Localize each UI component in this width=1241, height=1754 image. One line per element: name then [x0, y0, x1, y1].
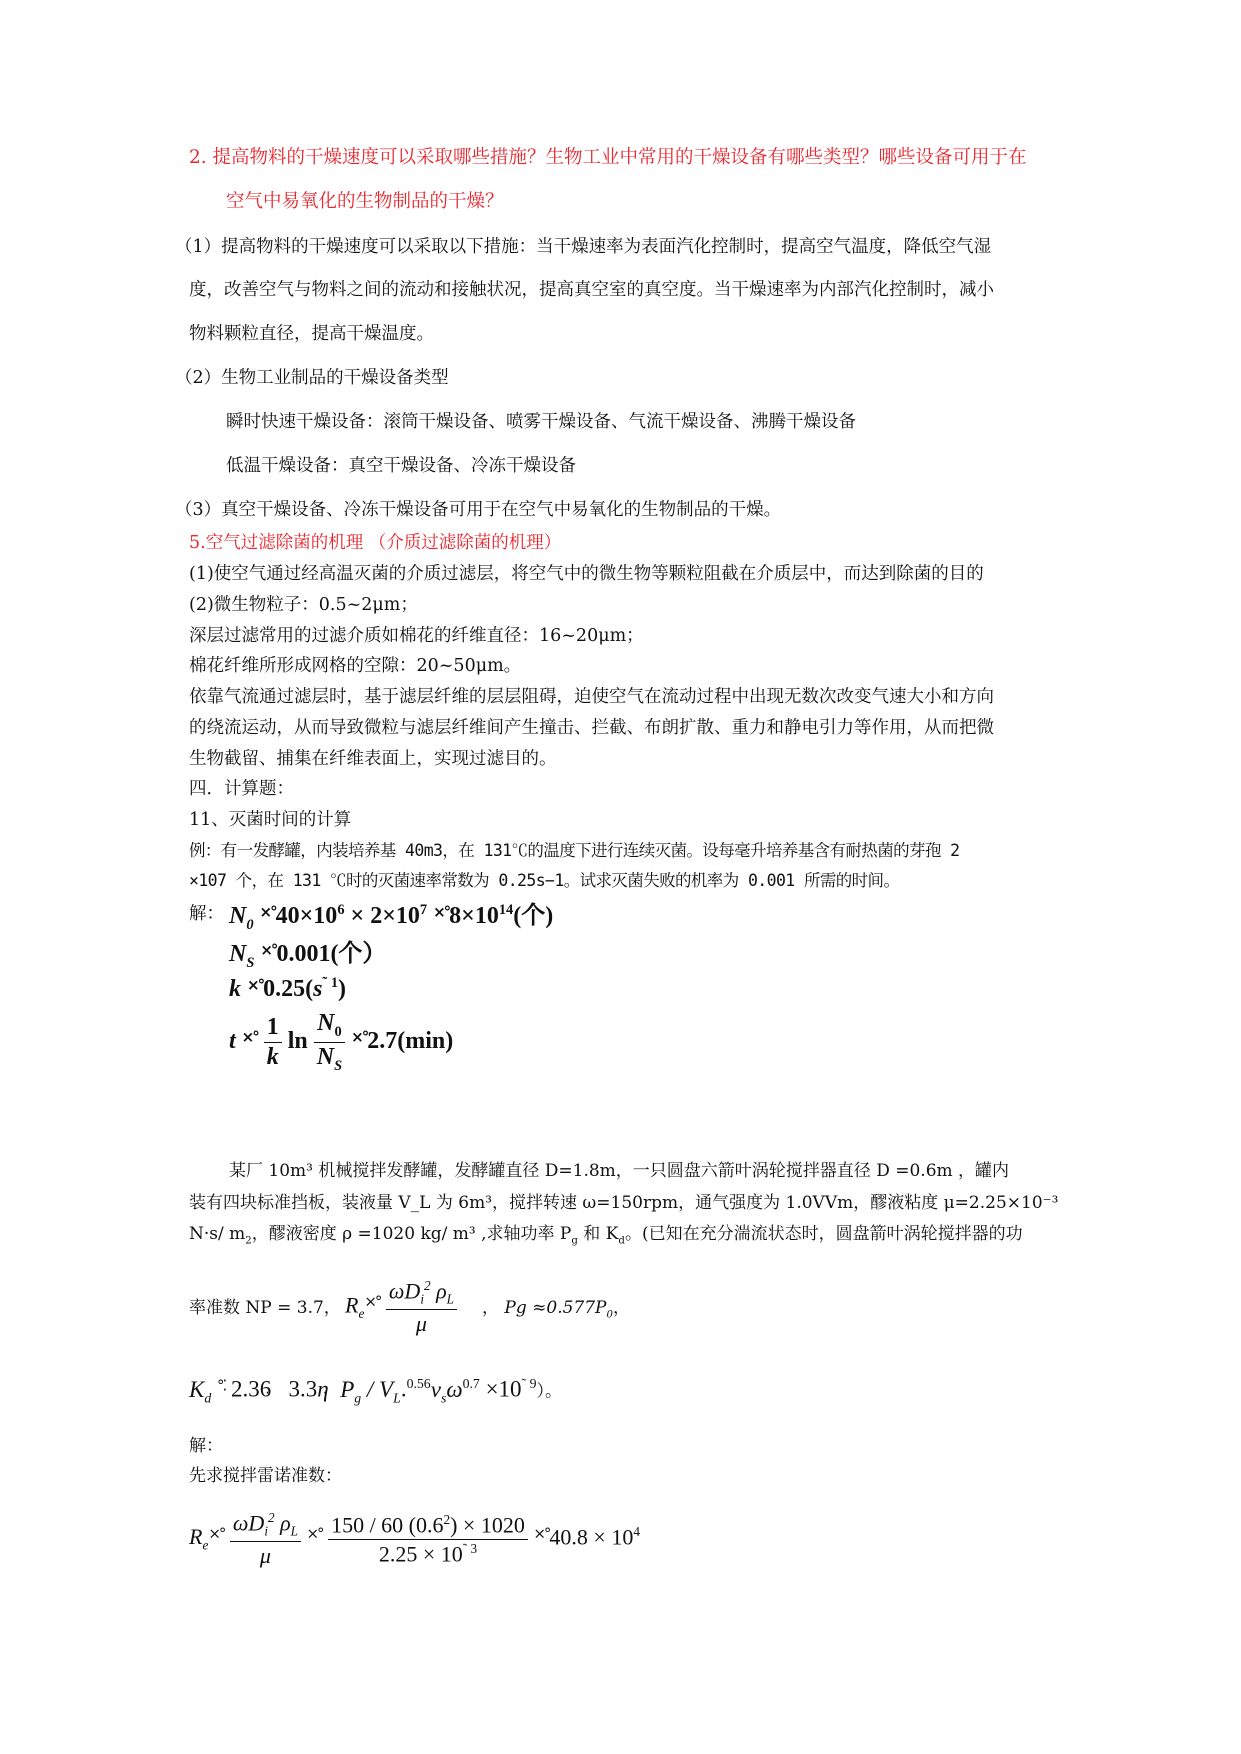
- equation-ns: $N_S$ ×°0.001(个）: [229, 941, 387, 971]
- question-5-line-1: (1)使空气通过经高温灭菌的介质过滤层，将空气中的微生物等颗粒阻截在介质层中，而达到除菌的目的: [189, 564, 984, 584]
- reynolds-calculation: $R_e^{\times^\circ}$ $\frac{\omega D_i^2 \rho_L}{\mu}$ ×° $\frac{150 / 60 (0.6^2) \times 1020}{2.25 \times 10^˜ ^3}$ $^{\times^\circ}40.8 \times 10^4$: [189, 1510, 640, 1568]
- question-5-line-4: 棉花纤维所形成网格的空隙：20~50μm。: [189, 656, 522, 676]
- equation-n0: $N_0$ $^{\times^\circ}40\times 10^6 \times 2\times 10^7$ $^{\times^\circ}8\times 10^{14}$(个): [229, 902, 554, 933]
- answer-2-p2: （2）生物工业制品的干燥设备类型: [175, 368, 449, 388]
- equation-t: t ×° $\frac{1}{k}$ ln $\frac{N_0}{N_S}$ ×°2.7(min): [229, 1010, 454, 1074]
- answer-2-p2-fast: 瞬时快速干燥设备：滚筒干燥设备、喷雾干燥设备、气流干燥设备、沸腾干燥设备: [226, 412, 856, 432]
- problem-first-step: 先求搅拌雷诺准数：: [189, 1466, 342, 1486]
- equation-k: k ×°0.25(s˜ $^1$): [229, 975, 347, 1002]
- answer-2-p3: （3）真空干燥设备、冷冻干燥设备可用于在空气中易氧化的生物制品的干燥。: [175, 500, 782, 520]
- problem-line-1: 某厂 10m³ 机械搅拌发酵罐，发酵罐直径 D=1.8m，一只圆盘六箭叶涡轮搅拌器直径 D =0.6m ，罐内: [229, 1161, 1010, 1181]
- question-5-line-2: (2)微生物粒子：0.5~2μm；: [189, 595, 418, 615]
- calc-item: 11、灭菌时间的计算: [189, 810, 352, 830]
- reynolds-formula: $R_e^{\times^\circ}$ $\frac{\omega D_i^2 \rho_L}{\mu}$: [345, 1278, 457, 1337]
- question-2-line-1: 2. 提高物料的干燥速度可以采取哪些措施？生物工业中常用的干燥设备有哪些类型？哪些设备可用于在: [189, 147, 1027, 168]
- problem-solution-label: 解：: [189, 1436, 223, 1456]
- problem-line-3: N·s/ $m_2$，醪液密度 ρ =1020 kg/ m³ ,求轴功率 $P_g$ 和 $K_d$。(已知在充分湍流状态时，圆盘箭叶涡轮搅拌器的功: [189, 1224, 1023, 1247]
- kd-formula: $K_d$ °⁚ 2.36 3.3η $P_g / V_L.^{0.56}v_s\omega^{0.7} \times 10^˜$ $^9$）。: [189, 1376, 562, 1406]
- answer-2-p1-line-3: 物料颗粒直径，提高干燥温度。: [189, 324, 434, 344]
- problem-line-4-prefix: 率准数 NP = 3.7，: [189, 1298, 341, 1318]
- calc-heading: 四．计算题：: [189, 779, 294, 799]
- solution-label: 解：: [189, 904, 224, 924]
- question-2-line-2: 空气中易氧化的生物制品的干燥？: [226, 191, 504, 212]
- answer-2-p2-lowtemp: 低温干燥设备：真空干燥设备、冷冻干燥设备: [226, 456, 576, 476]
- example-line-1: 例：有一发酵罐，内装培养基 40m3，在 131℃的温度下进行连续灭菌。设每毫升培养基含有耐热菌的芽孢 2: [189, 841, 960, 860]
- question-5-line-6: 的绕流运动，从而导致微粒与滤层纤维间产生撞击、拦截、布朗扩散、重力和静电引力等作用，从而把微: [189, 718, 994, 738]
- problem-line-4-tail: ， $Pg \approx 0.577P_0$，: [482, 1298, 630, 1321]
- answer-2-p1-line-2: 度，改善空气与物料之间的流动和接触状况，提高真空室的真空度。当干燥速率为内部汽化控制时，减小: [189, 280, 994, 300]
- question-5-line-7: 生物截留、捕集在纤维表面上，实现过滤目的。: [189, 749, 557, 769]
- answer-2-p1-line-1: （1）提高物料的干燥速度可以采取以下措施：当干燥速率为表面汽化控制时，提高空气温度，降低空气湿: [175, 237, 992, 257]
- question-5-line-5: 依靠气流通过滤层时，基于滤层纤维的层层阻碍，迫使空气在流动过程中出现无数次改变气速大小和方向: [189, 687, 994, 707]
- example-line-2: ×107 个，在 131 ℃时的灭菌速率常数为 0.25s−1。试求灭菌失败的机率为 0.001 所需的时间。: [189, 871, 900, 890]
- problem-line-2: 装有四块标准挡板，装液量 V_L 为 6m³，搅拌转速 ω=150rpm，通气强度为 1.0VVm，醪液粘度 μ=2.25×10⁻³: [189, 1193, 1059, 1213]
- question-5-title: 5.空气过滤除菌的机理 （介质过滤除菌的机理）: [189, 533, 562, 553]
- question-5-line-3: 深层过滤常用的过滤介质如棉花的纤维直径：16~20μm；: [189, 626, 644, 646]
